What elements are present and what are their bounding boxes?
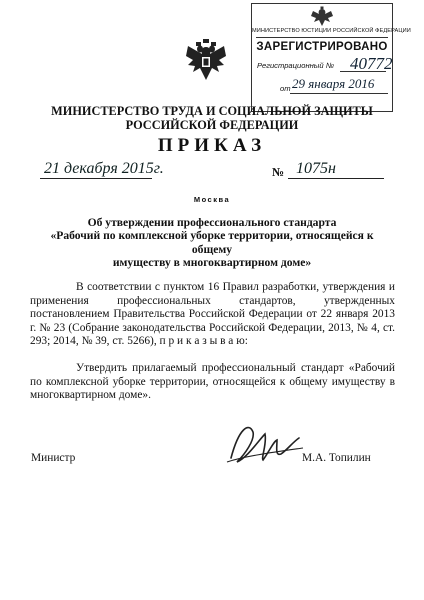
subject-line-3: имуществу в многоквартирном доме»	[112, 256, 312, 270]
signer-role: Министр	[31, 452, 76, 464]
city: Москва	[193, 195, 231, 204]
signer-name: М.А. Топилин	[302, 452, 371, 464]
body-paragraph-2	[30, 362, 395, 403]
coat-of-arms-icon	[185, 38, 227, 84]
stamp-reg-number-label: Регистрационный №	[257, 61, 334, 70]
subject-line-1: Об утверждении профессионального стандарта	[87, 216, 337, 229]
ministry-line-1: МИНИСТЕРСТВО ТРУДА И СОЦИАЛЬНОЙ ЗАЩИТЫ	[51, 104, 373, 118]
registration-stamp	[251, 3, 411, 112]
paragraph-2-text: Утвердить прилагаемый профессиональный стандарт «Рабочий по комплексной уборке территории, относящейся к общему имуществу в многоквартирном доме».	[30, 362, 395, 402]
stamp-reg-number-underline	[340, 71, 386, 72]
stamp-divider	[256, 37, 388, 38]
stamp-ministry: МИНИСТЕРСТВО ЮСТИЦИИ РОССИЙСКОЙ ФЕДЕРАЦИИ	[252, 28, 411, 34]
order-number-label: №	[272, 165, 285, 179]
order-date: 21 декабря 2015г.	[44, 160, 164, 177]
order-date-underline	[40, 178, 152, 179]
handwritten-signature	[225, 418, 305, 470]
stamp-reg-number: 40772	[350, 54, 393, 73]
subject-line-2: «Рабочий по комплексной уборке территории, относящейся к общему	[50, 229, 374, 256]
stamp-date-label: от	[280, 84, 291, 93]
order-subject	[40, 216, 384, 270]
paragraph-1-text: В соответствии с пунктом 16 Правил разработки, утверждения и применения профессиональных стандартов, утвержденных постановлением Правительства Российской Федерации от 22 января 2013 г. № 23 (Собрание законодательства Российской Федерации, 2013, № 4, ст. 293; 2014, № 39, ст. 5266), п р и к а з ы в а ю:	[30, 281, 395, 348]
ministry-line-2: РОССИЙСКОЙ ФЕДЕРАЦИИ	[125, 118, 299, 132]
stamp-date: 29 января 2016	[292, 76, 375, 91]
stamp-registered: ЗАРЕГИСТРИРОВАНО	[256, 41, 388, 53]
stamp-date-underline	[290, 93, 388, 94]
order-number-underline	[288, 178, 384, 179]
body-paragraph-1	[30, 281, 395, 349]
order-title: ПРИКАЗ	[157, 135, 267, 156]
eagle-emblem-icon	[307, 6, 337, 28]
order-number: 1075н	[296, 160, 336, 177]
